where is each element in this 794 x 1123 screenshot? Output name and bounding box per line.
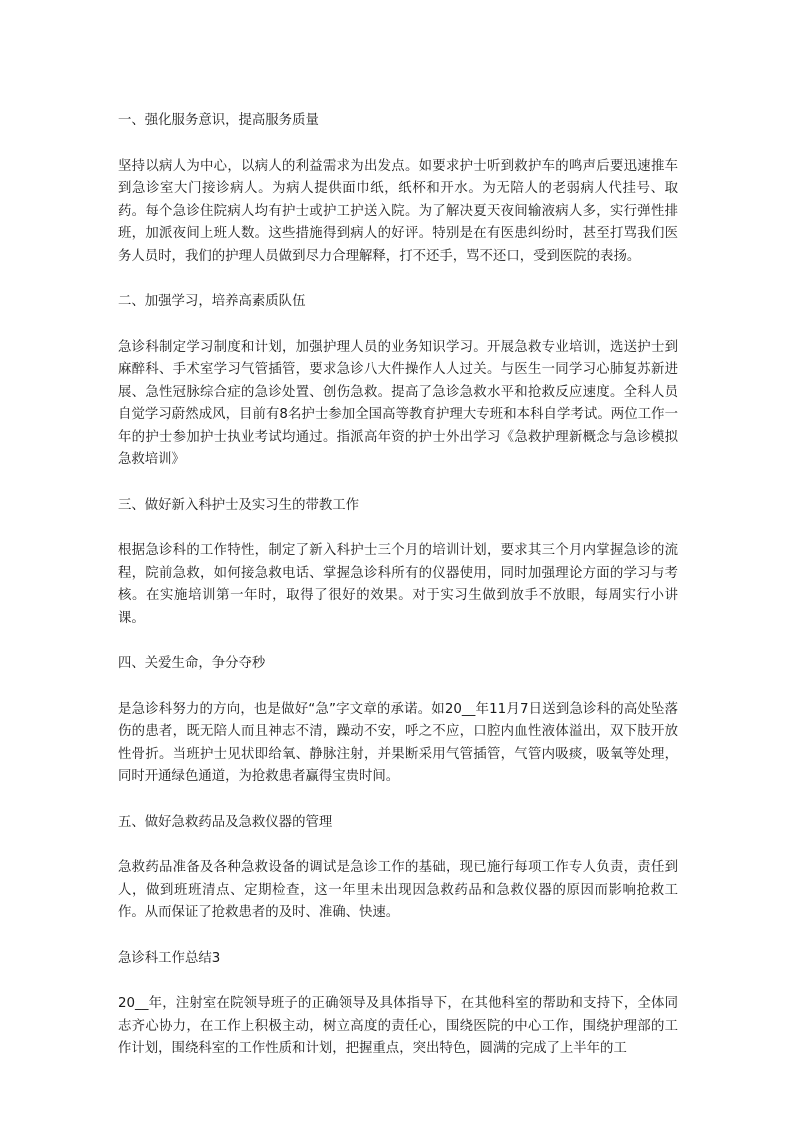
section-heading-2: 二、加强学习，培养高素质队伍	[118, 294, 306, 309]
section-paragraph-3: 根据急诊科的工作特性，制定了新入科护士三个月的培训计划，要求其三个月内掌握急诊的流程，院前急救，如何接急救电话、掌握急诊科所有的仪器使用，同时加强理论方面的学习与考核。在实施培训第一年时，取得了很好的效果。对于实习生做到放手不放眼，每周实行小讲课。	[118, 543, 678, 626]
section-heading-5: 五、做好急救药品及急救仪器的管理	[118, 814, 333, 830]
section-paragraph-1: 坚持以病人为中心，以病人的利益需求为出发点。如要求护士听到救护车的鸣声后要迅速推车到急诊室大门接诊病人。为病人提供面巾纸，纸杯和开水。为无陪人的老弱病人代挂号、取药。每个急诊住院病人均有护士或护工护送入院。为了解决夏天夜间输液病人多，实行弹性排班，加派夜间上班人数。这些措施得到病人的好评。特别是在有医患纠纷时，甚至打骂我们医务人员时，我们的护理人员做到尽力合理解释，打不还手，骂不还口，受到医院的表扬。	[118, 158, 678, 264]
summary-title: 急诊科工作总结3	[118, 950, 221, 966]
document-page	[118, 110, 678, 1084]
section-paragraph-5: 急救药品准备及各种急救设备的调试是急诊工作的基础，现已施行每项工作专人负责，责任到人，做到班班清点、定期检查，这一年里未出现因急救药品和急救仪器的原因而影响抢救工作。从而保证了抢救患者的及时、准确、快速。	[118, 860, 678, 920]
summary-paragraph: 20__年，注射室在院领导班子的正确领导及具体指导下，在其他科室的帮助和支持下，全体同志齐心协力，在工作上积极主动，树立高度的责任心，围绕医院的中心工作，围绕护理部的工作计划，围绕科室的工作性质和计划，把握重点，突出特色，圆满的完成了上半年的工	[118, 996, 678, 1056]
section-paragraph-2: 急诊科制定学习制度和计划，加强护理人员的业务知识学习。开展急救专业培训，选送护士到麻醉科、手术室学习气管插管，要求急诊八大件操作人人过关。与医生一同学习心肺复苏新进展、急性冠脉综合症的急诊处置、创伤急救。提高了急诊急救水平和抢救反应速度。全科人员自觉学习蔚然成风，目前有8名护士参加全国高等教育护理大专班和本科自学考试。两位工作一年的护士参加护士执业考试均通过。指派高年资的护士外出学习《急救护理新概念与急诊模拟急救培训》	[118, 339, 678, 467]
section-heading-3: 三、做好新入科护士及实习生的带教工作	[118, 497, 360, 513]
section-heading-1: 一、强化服务意识，提高服务质量	[118, 113, 319, 128]
section-paragraph-4: 是急诊科努力的方向，也是做好“急”字文章的承诺。如20__年11月7日送到急诊科的高处坠落伤的患者，既无陪人而且神志不清，躁动不安，呼之不应，口腔内血性液体溢出，双下肢开放性骨折。当班护士见状即给氧、静脉注射，并果断采用气管插管，气管内吸痰，吸氧等处理，同时开通绿色通道，为抢救患者赢得宝贵时间。	[118, 701, 678, 784]
section-heading-4: 四、关爱生命，争分夺秒	[118, 656, 266, 671]
